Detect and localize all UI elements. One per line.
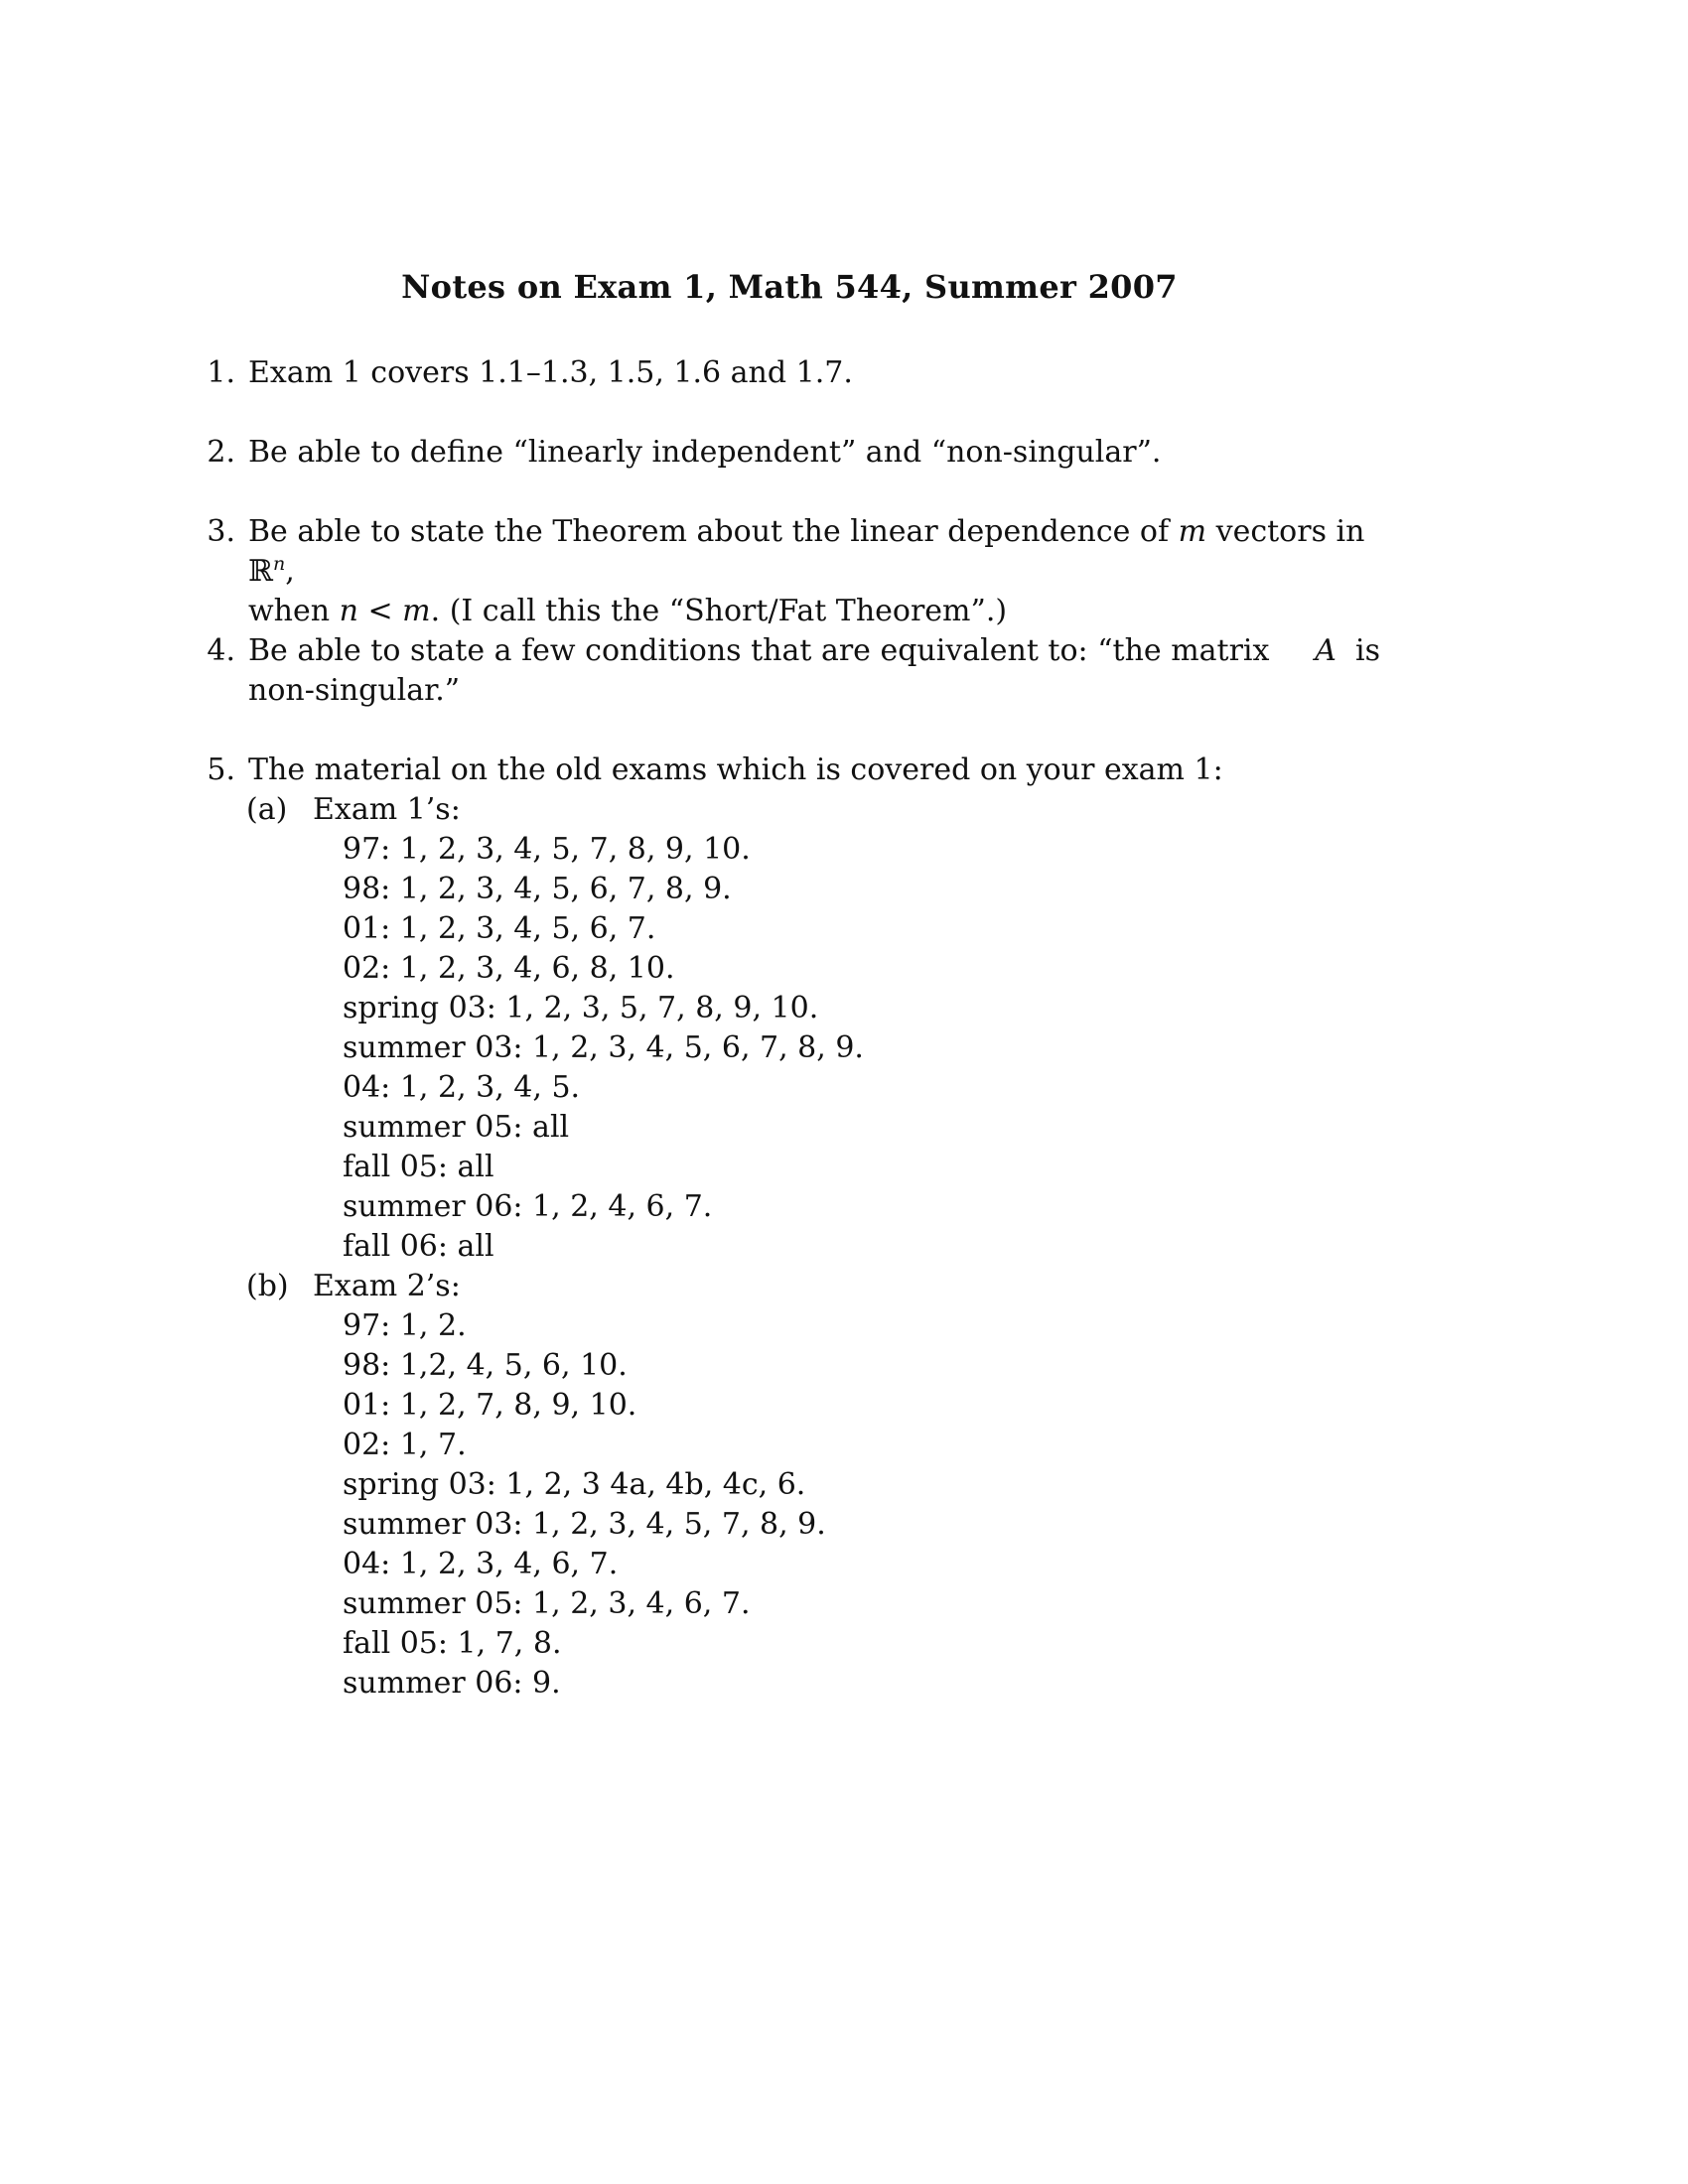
note-item-3 <box>0 512 1688 628</box>
exam1-problem-list <box>343 830 864 1267</box>
subitem-b-heading: Exam 2’s: <box>313 1269 461 1303</box>
note-item-5 <box>0 751 1688 790</box>
list-item: fall 06: all <box>343 1229 494 1264</box>
document-title: Notes on Exam 1, Math 544, Summer 2007 <box>401 268 1178 306</box>
list-item: summer 05: all <box>343 1110 570 1145</box>
item-line-1: Be able to state a few conditions that are equivalent to: “the matrix A is <box>248 633 1380 668</box>
math-less-than: < <box>357 594 403 628</box>
math-var-m: m <box>402 594 431 628</box>
list-item: 02: 1, 7. <box>343 1428 467 1462</box>
list-item: summer 03: 1, 2, 3, 4, 5, 6, 7, 8, 9. <box>343 1030 864 1065</box>
list-item: fall 05: 1, 7, 8. <box>343 1626 562 1661</box>
list-item: 97: 1, 2, 3, 4, 5, 7, 8, 9, 10. <box>343 832 751 867</box>
item-text <box>248 512 1390 631</box>
item-text: Exam 1 covers 1.1–1.3, 1.5, 1.6 and 1.7. <box>248 355 853 390</box>
item-text: The material on the old exams which is covered on your exam 1: <box>248 752 1223 787</box>
subitem-a-label: (a) <box>246 792 288 827</box>
item-line-1: Be able to state the Theorem about the linear dependence of m vectors in ℝ$^n$, <box>248 514 1365 589</box>
item-number: 3. <box>207 514 235 549</box>
item-text: Be able to define “linearly independent” and “non-singular”. <box>248 435 1162 470</box>
list-item: summer 06: 1, 2, 4, 6, 7. <box>343 1189 713 1224</box>
list-item: summer 03: 1, 2, 3, 4, 5, 7, 8, 9. <box>343 1507 826 1542</box>
note-item-2 <box>0 433 1688 473</box>
exam2-problem-list <box>343 1306 826 1704</box>
list-item: 97: 1, 2. <box>343 1308 467 1343</box>
list-item: 98: 1,2, 4, 5, 6, 10. <box>343 1348 628 1383</box>
item-number: 1. <box>207 355 235 390</box>
math-var-A: A <box>1315 633 1336 668</box>
list-item: 01: 1, 2, 3, 4, 5, 6, 7. <box>343 911 656 946</box>
list-item: summer 06: 9. <box>343 1666 561 1701</box>
list-item: fall 05: all <box>343 1150 494 1184</box>
list-item: 04: 1, 2, 3, 4, 6, 7. <box>343 1547 619 1581</box>
note-item-4 <box>0 631 1688 711</box>
item-text <box>248 631 1390 711</box>
math-var-n: n <box>339 594 358 628</box>
note-item-1 <box>0 353 1688 393</box>
list-item: summer 05: 1, 2, 3, 4, 6, 7. <box>343 1586 751 1621</box>
list-item: 04: 1, 2, 3, 4, 5. <box>343 1070 581 1105</box>
item-line-2: when n < m. (I call this the “Short/Fat Theorem”.) <box>248 594 1008 628</box>
list-item: 01: 1, 2, 7, 8, 9, 10. <box>343 1388 637 1423</box>
item-number: 5. <box>207 752 235 787</box>
item-number: 4. <box>207 633 235 668</box>
item-number: 2. <box>207 435 235 470</box>
list-item: 02: 1, 2, 3, 4, 6, 8, 10. <box>343 951 675 986</box>
list-item: 98: 1, 2, 3, 4, 5, 6, 7, 8, 9. <box>343 872 732 906</box>
subitem-a-heading: Exam 1’s: <box>313 792 461 827</box>
math-real-numbers: ℝ <box>248 554 273 589</box>
math-superscript-n: n <box>272 553 286 575</box>
subitem-b-label: (b) <box>246 1269 289 1303</box>
item-line-2: non-singular.” <box>248 673 461 708</box>
list-item: spring 03: 1, 2, 3 4a, 4b, 4c, 6. <box>343 1467 806 1502</box>
math-var-m: m <box>1178 514 1207 549</box>
list-item: spring 03: 1, 2, 3, 5, 7, 8, 9, 10. <box>343 991 819 1025</box>
